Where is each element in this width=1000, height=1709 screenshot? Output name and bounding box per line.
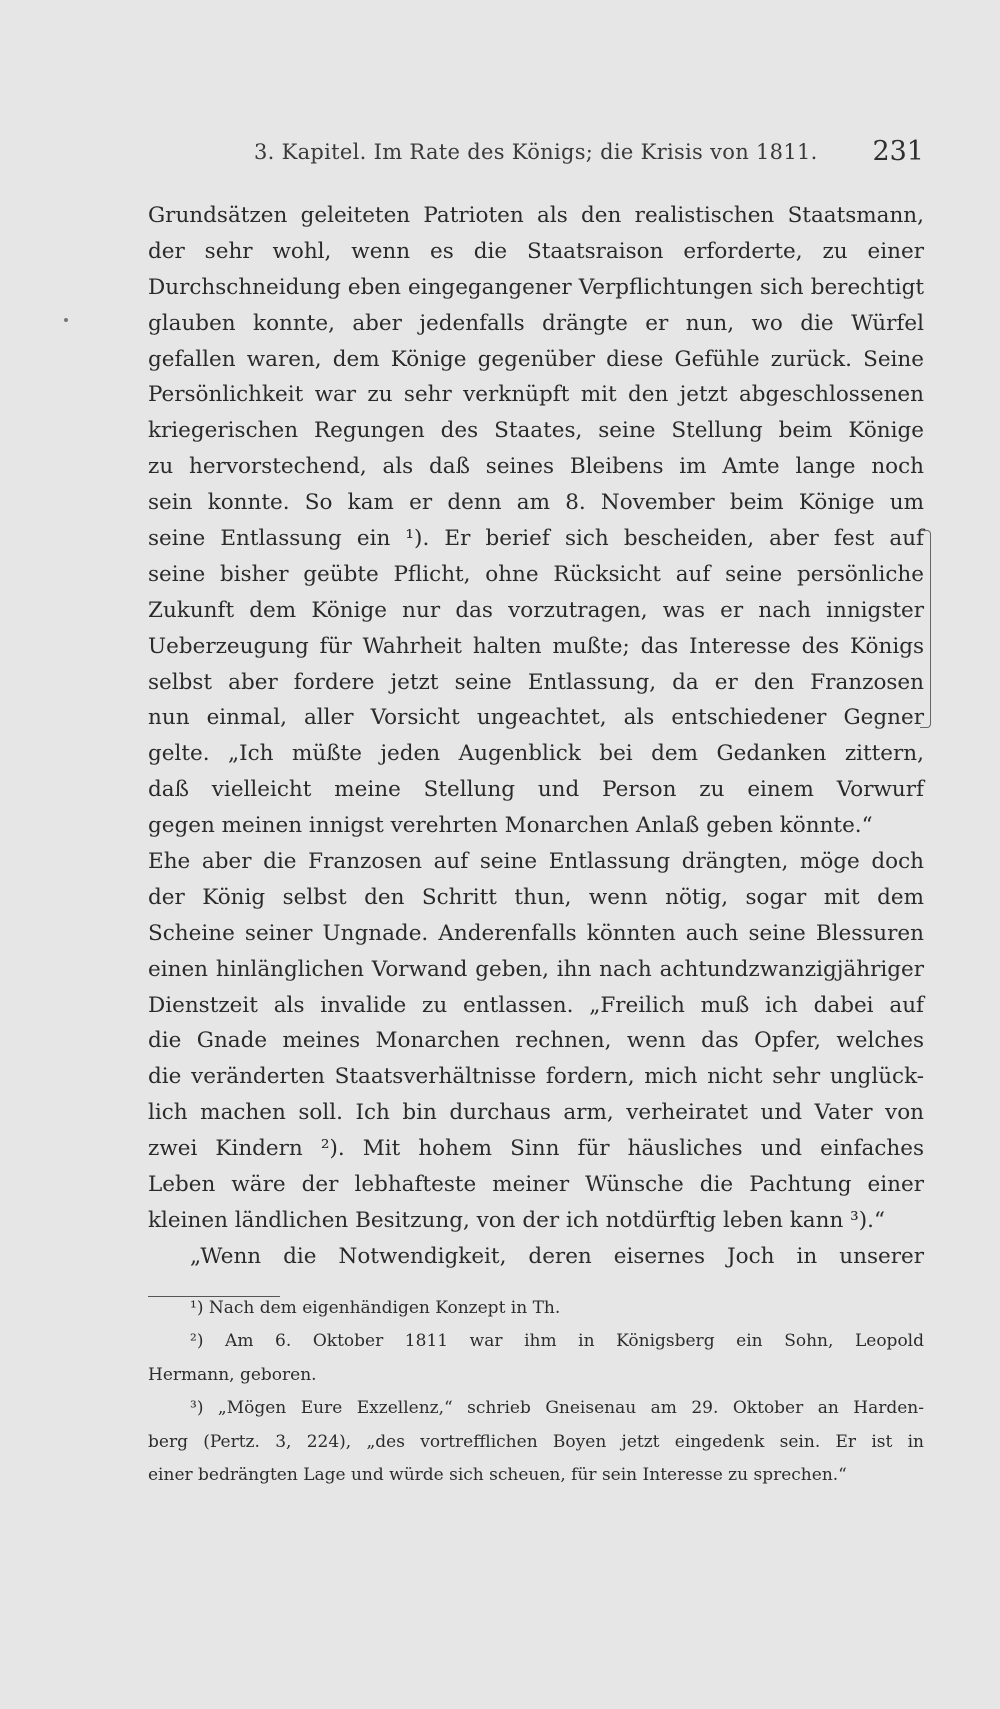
footnote-line: berg (Pertz. 3, 224), „des vortrefflichen Boyen jetzt eingedenk sein. Er ist in <box>148 1431 924 1452</box>
body-line: Dienstzeit als invalide zu entlassen. „Freilich muß ich dabei auf <box>148 992 924 1018</box>
body-line: die veränderten Staatsverhältnisse fordern, mich nicht sehr unglück- <box>148 1064 924 1090</box>
running-title: 3. Kapitel. Im Rate des Königs; die Krisis von 1811. <box>254 140 818 164</box>
body-line: zwei Kindern ²). Mit hohem Sinn für häusliches und einfaches <box>148 1136 924 1162</box>
footnote-line: einer bedrängten Lage und würde sich scheuen, für sein Interesse zu sprechen.“ <box>148 1464 847 1485</box>
body-line: lich machen soll. Ich bin durchaus arm, verheiratet und Vater von <box>148 1100 924 1126</box>
body-line: Ehe aber die Franzosen auf seine Entlassung drängten, möge doch <box>148 849 924 875</box>
body-line: gelte. „Ich müßte jeden Augenblick bei dem Gedanken zittern, <box>148 741 924 767</box>
body-text <box>148 198 924 1275</box>
body-line: gegen meinen innigst verehrten Monarchen Anlaß geben könnte.“ <box>148 813 873 839</box>
body-line: „Wenn die Notwendigkeit, deren eisernes Joch in unserer <box>190 1243 924 1269</box>
running-head <box>148 136 924 174</box>
body-line: seine bisher geübte Pflicht, ohne Rücksicht auf seine persönliche <box>148 561 924 587</box>
body-line: seine Entlassung ein ¹). Er berief sich bescheiden, aber fest auf <box>148 526 924 552</box>
body-line: Leben wäre der lebhafteste meiner Wünsche die Pachtung einer <box>148 1172 924 1198</box>
footnote-line: ²) Am 6. Oktober 1811 war ihm in Königsberg ein Sohn, Leopold <box>190 1331 924 1352</box>
body-line: glauben konnte, aber jedenfalls drängte er nun, wo die Würfel <box>148 310 924 336</box>
body-line: der sehr wohl, wenn es die Staatsraison erforderte, zu einer <box>148 238 924 264</box>
body-line: daß vielleicht meine Stellung und Person zu einem Vorwurf <box>148 777 924 803</box>
body-line: Grundsätzen geleiteten Patrioten als den realistischen Staatsmann, <box>148 203 924 228</box>
body-line: zu hervorstechend, als daß seines Bleibens im Amte lange noch <box>148 454 924 480</box>
footnote-line: Hermann, geboren. <box>148 1364 317 1385</box>
margin-ink-mark <box>64 318 68 322</box>
body-line: Persönlichkeit war zu sehr verknüpft mit den jetzt abgeschlossenen <box>148 382 924 408</box>
body-line: der König selbst den Schritt thun, wenn nötig, sogar mit dem <box>148 884 924 910</box>
body-line: Zukunft dem Könige nur das vorzutragen, was er nach innigster <box>148 597 924 623</box>
footnote-line: ³) „Mögen Eure Exzellenz,“ schrieb Gneisenau am 29. Oktober an Harden- <box>190 1398 924 1419</box>
body-line: kriegerischen Regungen des Staates, seine Stellung beim Könige <box>148 418 924 444</box>
footnote-line: ¹) Nach dem eigenhändigen Konzept in Th. <box>190 1298 561 1318</box>
margin-bracket-mark <box>920 530 931 728</box>
body-line: kleinen ländlichen Besitzung, von der ich notdürftig leben kann ³).“ <box>148 1207 885 1233</box>
body-line: Ueberzeugung für Wahrheit halten mußte; das Interesse des Königs <box>148 633 924 659</box>
body-line: Scheine seiner Ungnade. Anderenfalls könnten auch seine Blessuren <box>148 920 924 946</box>
body-line: nun einmal, aller Vorsicht ungeachtet, als entschiedener Gegner <box>148 705 924 731</box>
page-number: 231 <box>872 136 924 167</box>
body-line: einen hinlänglichen Vorwand geben, ihn nach achtundzwanzigjähriger <box>148 956 924 982</box>
footnotes <box>148 1292 924 1492</box>
body-line: selbst aber fordere jetzt seine Entlassung, da er den Franzosen <box>148 669 924 695</box>
body-line: Durchschneidung eben eingegangener Verpflichtungen sich berechtigt <box>148 274 924 300</box>
body-line: sein konnte. So kam er denn am 8. November beim Könige um <box>148 490 924 516</box>
body-line: die Gnade meines Monarchen rechnen, wenn das Opfer, welches <box>148 1028 924 1054</box>
body-line: gefallen waren, dem Könige gegenüber diese Gefühle zurück. Seine <box>148 346 924 372</box>
